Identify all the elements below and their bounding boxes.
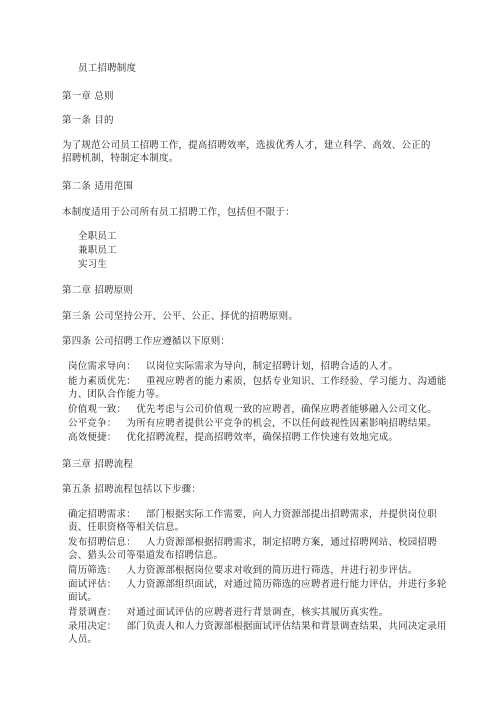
step-text: 人力资源部根据岗位要求对收到的简历进行筛选，并进行初步评估。 — [126, 565, 418, 576]
principle-item — [68, 403, 448, 416]
article-2-body: 本制度适用于公司所有员工招聘工作，包括但不限于： — [62, 207, 295, 218]
step-label: 面试评估： — [68, 579, 117, 590]
chapter-3-heading: 第三章 招聘流程 — [62, 459, 134, 470]
step-label: 简历筛选： — [68, 565, 117, 576]
document-title: 员工招聘制度 — [78, 63, 137, 74]
list-item: 全职员工 — [78, 231, 117, 242]
step-item — [68, 578, 448, 604]
step-label: 发布招聘信息： — [68, 537, 136, 548]
step-text: 部门根据实际工作需要，向人力资源部提出招聘需求，并提供岗位职责、任职资格等相关信息。 — [68, 509, 437, 533]
step-item — [68, 606, 448, 619]
step-label: 确定招聘需求： — [68, 509, 136, 520]
principle-text: 以岗位实际需求为导向，制定招聘计划，招聘合适的人才。 — [145, 361, 399, 372]
principle-text: 优先考虑与公司价值观一致的应聘者，确保应聘者能够融入公司文化。 — [136, 404, 437, 415]
principle-text: 优化招聘流程，提高招聘效率，确保招聘工作快速有效地完成。 — [126, 432, 399, 443]
list-item: 兼职员工 — [78, 245, 117, 256]
principle-item — [68, 417, 448, 430]
step-text: 对通过面试评估的应聘者进行背景调查，核实其履历真实性。 — [126, 607, 389, 618]
chapter-2-heading: 第二章 招聘原则 — [62, 285, 134, 296]
principle-item — [68, 375, 448, 401]
principle-text: 重视应聘者的能力素质，包括专业知识、工作经验、学习能力、沟通能力、团队合作能力等。 — [68, 376, 447, 400]
step-item — [68, 564, 448, 577]
step-item — [68, 508, 448, 534]
article-3: 第三条 公司坚持公开、公平、公正、择优的招聘原则。 — [62, 311, 299, 322]
article-1-body: 为了规范公司员工招聘工作，提高招聘效率，选拔优秀人才，建立科学、高效、公正的招聘机制，特制定本制度。 — [62, 140, 431, 164]
step-text: 人力资源部组织面试，对通过简历筛选的应聘者进行能力评估，并进行多轮面试。 — [68, 579, 447, 603]
step-label: 录用决定： — [68, 621, 117, 632]
step-item — [68, 620, 448, 646]
chapter-1-heading: 第一章 总则 — [62, 91, 114, 102]
principle-text: 为所有应聘者提供公平竞争的机会，不以任何歧视性因素影响招聘结果。 — [126, 418, 437, 429]
step-text: 部门负责人和人力资源部根据面试评估结果和背景调查结果，共同决定录用人员。 — [68, 621, 447, 645]
step-item — [68, 536, 448, 562]
principle-label: 岗位需求导向： — [68, 361, 136, 372]
principle-label: 能力素质优先： — [68, 376, 136, 387]
principle-label: 价值观一致： — [68, 404, 127, 415]
principle-item — [68, 360, 448, 373]
article-5-heading: 第五条 招聘流程包括以下步骤： — [62, 484, 202, 495]
principle-label: 公平竞争： — [68, 418, 117, 429]
list-item: 实习生 — [78, 259, 108, 270]
article-2-heading: 第二条 适用范围 — [62, 181, 134, 192]
article-4-heading: 第四条 公司招聘工作应遵循以下原则： — [62, 336, 231, 347]
step-label: 背景调查： — [68, 607, 117, 618]
principle-item — [68, 431, 448, 444]
principle-label: 高效便捷： — [68, 432, 117, 443]
article-1-heading: 第一条 目的 — [62, 115, 114, 126]
step-text: 人力资源部根据招聘需求，制定招聘方案，通过招聘网站、校园招聘会、猎头公司等渠道发布招聘信息。 — [68, 537, 437, 561]
